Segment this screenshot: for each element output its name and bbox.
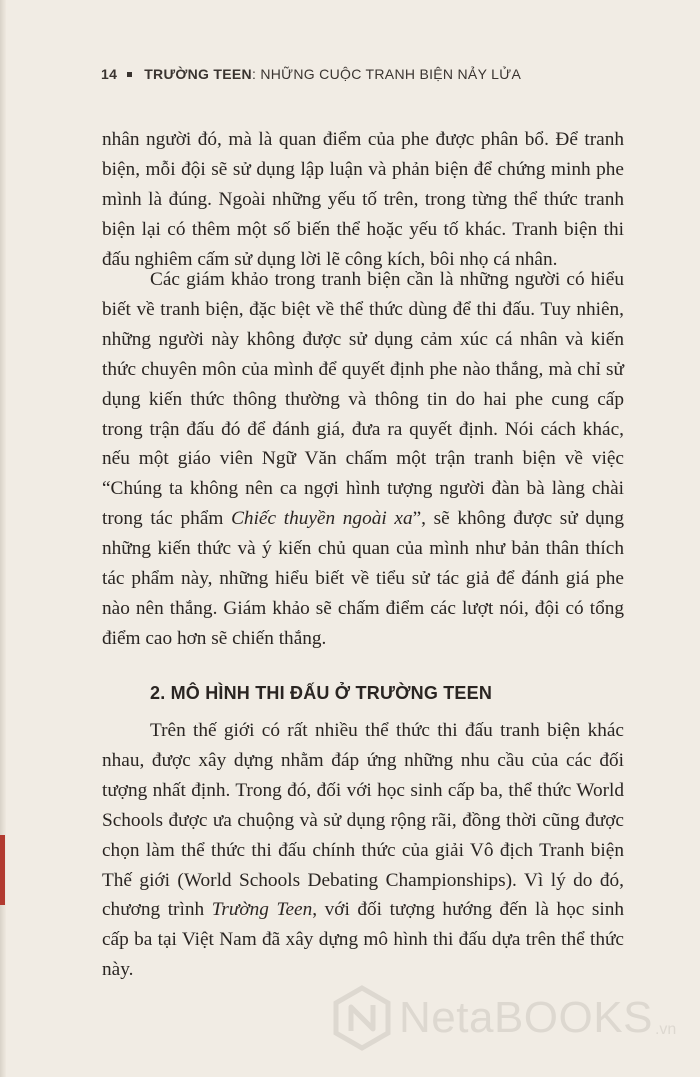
paragraph-2-text [102,265,624,654]
page-edge [0,0,6,1077]
paragraph-2 [102,265,624,654]
section-heading: 2. MÔ HÌNH THI ĐẤU Ở TRƯỜNG TEEN [150,683,493,703]
paragraph-3 [102,716,624,985]
paragraph-3-part-1: Trên thế giới có rất nhiều thể thức thi đấu tranh biện khác nhau, được xây dựng nhằm đáp ứng những nhu cầu của các đối tượng nhất định. Trong đó, đối với học sinh cấp ba, thể thức World Schools được ưa chuộng và sử dụng rộng rãi, đồng thời cũng được chọn làm thể thức thi đấu chính thức của giải Vô địch Tranh biện Thế giới (World Schools Debating Championships). Vì lý do đó, chương trình [102,720,624,921]
paragraph-2-part-2: ”, sẽ không được sử dụng những kiến thức và ý kiến chủ quan của mình như bản thân thích tác phẩm này, những hiểu biết về tiểu sử tác giả để đánh giá phe nào nên thắng. Giám khảo sẽ chấm điểm các lượt nói, đội có tổng điểm cao hơn sẽ chiến thắng. [102,508,624,649]
paragraph-2-part-1: Các giám khảo trong tranh biện cần là những người có hiểu biết về tranh biện, đặc biệt về thể thức dùng để thi đấu. Tuy nhiên, những người này không được sử dụng cảm xúc cá nhân và kiến thức chuyên môn của mình để quyết định phe nào thắng, mà chỉ sử dụng kiến thức thông thường và thông tin do hai phe cung cấp trong trận đấu đó để đánh giá, đưa ra quyết định. Nói cách khác, nếu một giáo viên Ngữ Văn chấm một trận tranh biện về việc “Chúng ta không nên ca ngợi hình tượng người đàn bà làng chài trong tác phẩm [102,269,624,530]
page-number: 14 [101,66,118,82]
paragraph-3-part-2: , với đối tượng hướng đến là học sinh cấp ba tại Việt Nam đã xây dựng mô hình thi đấu dựa trên thể thức này. [102,899,624,981]
paragraph-3-text [102,716,624,985]
header-separator [127,72,132,77]
series-title: TRƯỜNG TEEN [144,66,252,82]
watermark-brand: NetaBOOKS [399,993,653,1042]
netabooks-logo-icon [333,985,391,1051]
book-subtitle: : NHỮNG CUỘC TRANH BIỆN NẢY LỬA [251,66,522,82]
paragraph-3-italic-program: Trường Teen [211,899,313,921]
running-header [101,66,521,82]
paragraph-1-text: nhân người đó, mà là quan điểm của phe được phân bổ. Để tranh biện, mỗi đội sẽ sử dụng lập luận và phản biện để chứng minh phe mình là đúng. Ngoài những yếu tố trên, trong từng thể thức tranh biện lại có thêm một số biến thể hoặc yếu tố khác. Tranh biện thi đấu nghiêm cấm sử dụng lời lẽ công kích, bôi nhọ cá nhân. [102,129,624,270]
watermark-suffix: .vn [654,1021,677,1038]
paragraph-2-italic-title: Chiếc thuyền ngoài xa [231,508,413,530]
paragraph-1 [102,125,624,275]
watermark [333,985,676,1051]
page-edge-mark [0,835,5,905]
